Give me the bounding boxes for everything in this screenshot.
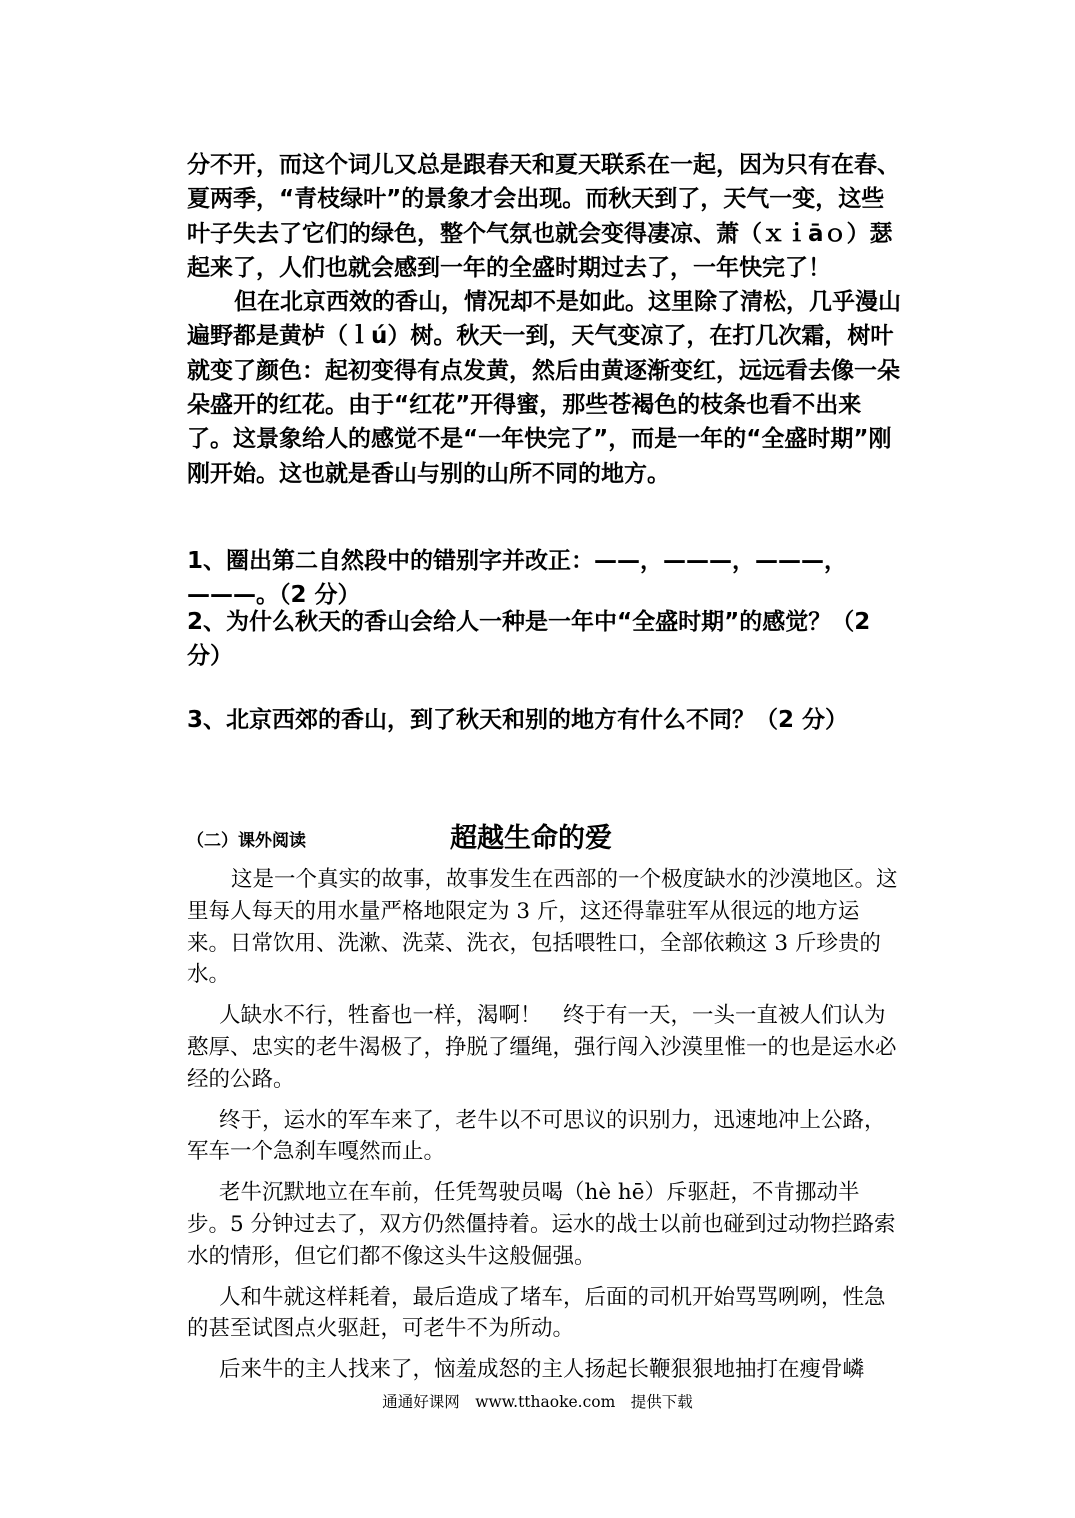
page-footer: 通通好课网 www.tthaoke.com 提供下载 xyxy=(382,1393,693,1411)
passage2-paragraph-5: 人和牛就这样耗着，最后造成了堵车，后面的司机开始骂骂咧咧，性急的甚至试图点火驱赶，可老牛不为所动。 xyxy=(187,1284,886,1342)
reading-passage-1 xyxy=(187,148,902,491)
reading-passage-2 xyxy=(187,864,902,1386)
passage1-paragraph-1: 分不开，而这个词儿又总是跟春天和夏天联系在一起，因为只有在春、夏两季，“青枝绿叶”的景象才会出现。而秋天到了，天气一变，这些叶子失去了它们的绿色，整个气氛也就会变得凄凉、萧（ｘｉāｏ）瑟起来了，人们也就会感到一年的全盛时期过去了，一年快完了！ xyxy=(187,152,900,281)
passage2-paragraph-4: 老牛沉默地立在车前，任凭驾驶员喝（hè hē）斥驱赶，不肯挪动半步。5 分钟过去了，双方仍然僵持着。运水的战士以前也碰到过动物拦路索水的情形，但它们都不像这头牛这般倔强。 xyxy=(187,1180,896,1269)
passage2-paragraph-2: 人缺水不行，牲畜也一样，渴啊！ 终于有一天，一头一直被人们认为憨厚、忠实的老牛渴极了，挣脱了缰绳，强行闯入沙漠里惟一的也是运水必经的公路。 xyxy=(187,1003,897,1092)
section-2-header xyxy=(187,814,902,858)
passage2-paragraph-3: 终于，运水的军车来了，老牛以不可思议的识别力，迅速地冲上公路，军车一个急刹车嘎然而止。 xyxy=(187,1107,886,1165)
question-2: 2、为什么秋天的香山会给人一种是一年中“全盛时期”的感觉？（2 分） xyxy=(187,609,871,670)
story-title: 超越生命的爱 xyxy=(450,823,612,854)
question-1: 1、圈出第二自然段中的错别字并改正：——，———，———，———。（2 分） xyxy=(187,548,848,609)
passage2-paragraph-6: 后来牛的主人找来了，恼羞成怒的主人扬起长鞭狠狠地抽打在瘦骨嶙 xyxy=(219,1357,865,1383)
section-2-label: （二）课外阅读 xyxy=(187,831,306,851)
question-3: 3、北京西郊的香山，到了秋天和别的地方有什么不同？（2 分） xyxy=(187,707,849,733)
passage1-paragraph-2: 但在北京西效的香山，情况却不是如此。这里除了清松，几乎漫山遍野都是黄栌（ｌú）树。秋天一到，天气变凉了，在打几次霜，树叶就变了颜色：起初变得有点发黄，然后由黄逐渐变红，远远看去像一朵朵盛开的红花。由于“红花”开得蜜，那些苍褐色的枝条也看不出来了。这景象给人的感觉不是“一年快完了”，而是一年的“全盛时期”刚刚开始。这也就是香山与别的山所不同的地方。 xyxy=(187,289,901,487)
passage2-paragraph-1: 这是一个真实的故事，故事发生在西部的一个极度缺水的沙漠地区。这里每人每天的用水量严格地限定为 3 斤，这还得靠驻军从很远的地方运来。日常饮用、洗漱、洗菜、洗衣，包括喂牲口，全部依赖这 3 斤珍贵的水。 xyxy=(187,867,898,988)
